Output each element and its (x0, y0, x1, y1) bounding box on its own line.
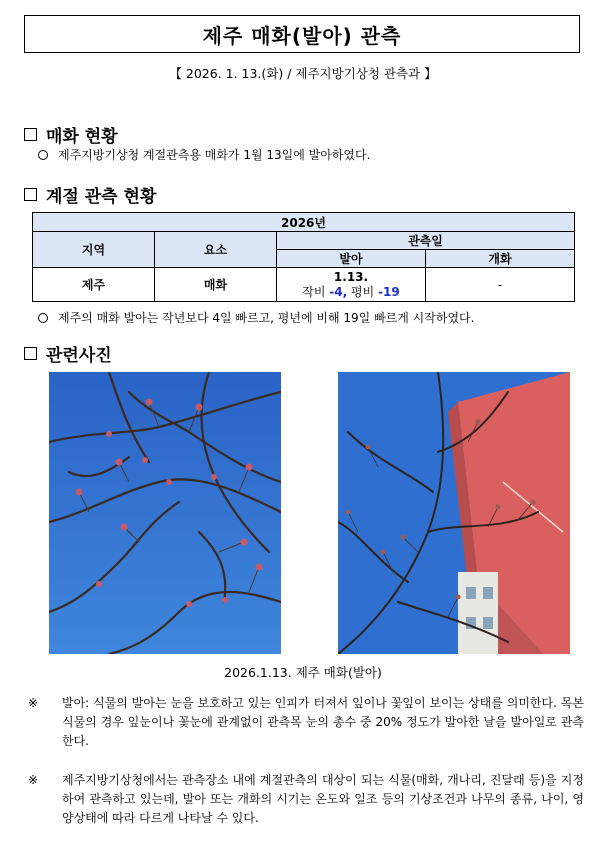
table-flowering-header: 개화 (426, 250, 575, 268)
table-cell-budding (277, 268, 426, 302)
circle-bullet-icon (38, 313, 48, 323)
last-year-label: 작비 (302, 284, 326, 299)
normal-label: 평비 (351, 284, 375, 299)
section-photos-title: 관련사진 (46, 346, 112, 366)
normal-diff: -19 (378, 284, 400, 299)
section-observation-heading (24, 182, 156, 207)
observation-table (32, 212, 575, 302)
status-bullet (38, 146, 370, 163)
note-observation-method (28, 771, 584, 828)
document-subtitle: 【 2026. 1. 13.(화) / 제주지방기상청 관측과 】 (169, 66, 437, 81)
table-element-header: 요소 (155, 232, 277, 268)
square-bullet-icon (24, 347, 37, 360)
table-cell-element: 매화 (155, 268, 277, 302)
budding-diff (277, 285, 425, 300)
table-obs-day-header: 관측일 (277, 232, 575, 250)
document-title (24, 15, 580, 53)
photo-plum-tree-wall (338, 372, 570, 654)
note-text: 제주지방기상청에서는 관측장소 내에 계절관측의 대상이 되는 식물(매화, 개나리, 진달래 등)을 지정하여 관측하고 있는데, 발아 또는 개화의 시기는 온도와 일조 등의 기상조건과 나무의 종류, 나이, 영양상태에 따라 다르게 나타날 수 있다. (62, 773, 584, 825)
table-region-header: 지역 (33, 232, 155, 268)
section-observation-title: 계절 관측 현황 (46, 187, 157, 207)
table-year-header: 2026년 (33, 213, 575, 232)
note-text: 발아: 식물의 발아는 눈을 보호하고 있는 인피가 터져서 잎이나 꽃잎이 보이는 상태를 의미한다. 목본식물의 경우 잎눈이나 꽃눈에 관계없이 관측목 눈의 총수 중 20% 정도가 발아한 날을 발아일로 관측한다. (62, 696, 584, 748)
status-bullet-text: 제주지방기상청 계절관측용 매화가 1월 13일에 발아하였다. (58, 148, 371, 162)
photo-plum-buds-sky (49, 372, 281, 654)
note-budding-definition (28, 694, 584, 751)
section-photos-heading (24, 341, 112, 366)
table-cell-region: 제주 (33, 268, 155, 302)
photo-caption: 2026.1.13. 제주 매화(발아) (224, 665, 382, 680)
document-title-text: 제주 매화(발아) 관측 (202, 23, 402, 48)
section-status-heading (24, 122, 118, 147)
observation-bullet-text: 제주의 매화 발아는 작년보다 4일 빠르고, 평년에 비해 19일 빠르게 시작하였다. (58, 311, 475, 325)
square-bullet-icon (24, 188, 37, 201)
reference-mark-icon: ※ (28, 696, 39, 710)
square-bullet-icon (24, 128, 37, 141)
last-year-diff: -4, (329, 284, 348, 299)
table-row (33, 268, 575, 302)
budding-date: 1.13. (333, 269, 369, 284)
plum-branches-image (49, 372, 281, 654)
circle-bullet-icon (38, 150, 48, 160)
table-budding-header: 발아 (277, 250, 426, 268)
observation-bullet (38, 309, 474, 326)
plum-tree-wall-image (338, 372, 570, 654)
reference-mark-icon: ※ (28, 773, 39, 787)
section-status-title: 매화 현황 (46, 127, 118, 147)
table-cell-flowering: - (426, 268, 575, 302)
